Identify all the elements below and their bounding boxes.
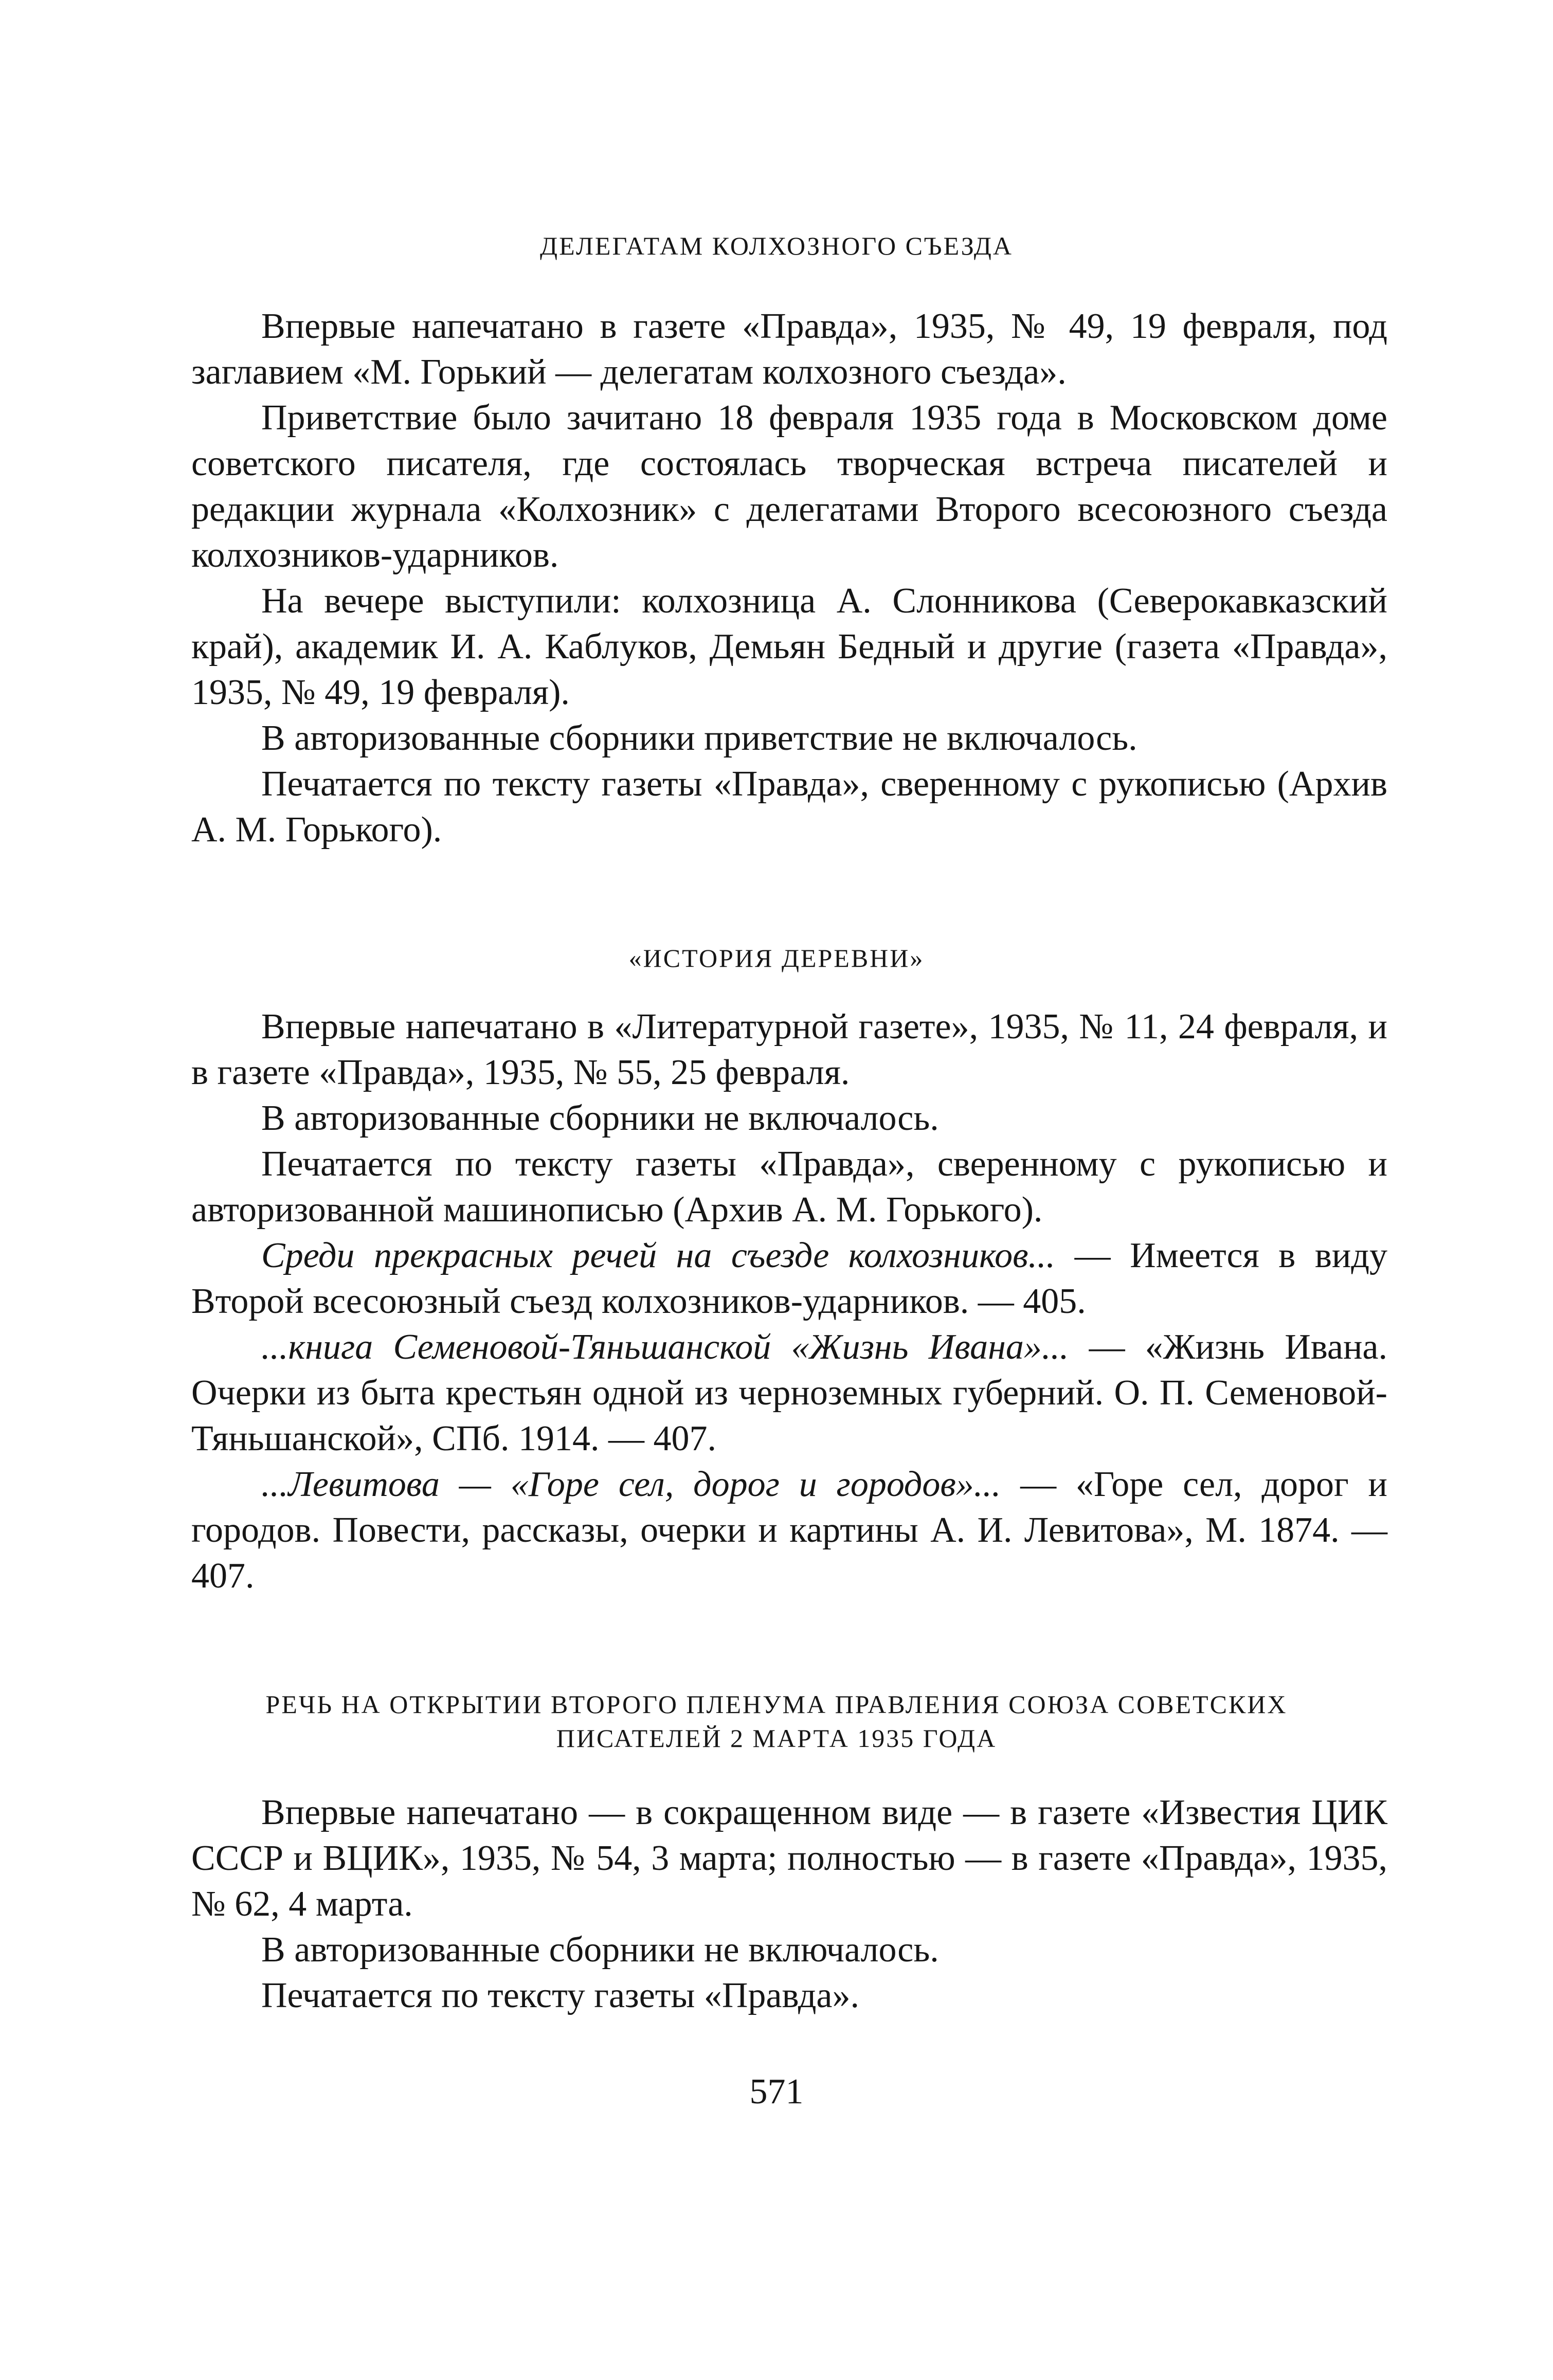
note-text: — «Горе сел, дорог и городов. Повести, рассказы, очерки и картины А. И. Левитова», М. 1874. — 407.: [191, 1465, 1387, 1596]
paragraph: Впервые напечатано — в сокращенном виде — в газете «Известия ЦИК СССР и ВЦИК», 1935, № 54, 3 марта; полностью — в газете «Правда», 1935, № 62, 4 марта.: [191, 1793, 1387, 1924]
paragraph: Печатается по тексту газеты «Правда», сверенному с рукописью и авторизованной машинописью (Архив А. М. Горького).: [191, 1144, 1387, 1230]
paragraph: Печатается по тексту газеты «Правда», сверенному с рукописью (Архив А. М. Горького).: [191, 764, 1387, 850]
note-text: — Имеется в виду Второй всесоюзный съезд колхозников-ударников. — 405.: [191, 1236, 1387, 1321]
note-paragraph: [191, 1462, 1387, 1599]
paragraph: Печатается по тексту газеты «Правда».: [261, 1976, 859, 2015]
section-title-kolkhoz-congress: ДЕЛЕГАТАМ КОЛХОЗНОГО СЪЕЗДА: [540, 231, 1013, 260]
paragraph: Впервые напечатано в «Литературной газете», 1935, № 11, 24 февраля, и в газете «Правда», 1935, № 55, 25 февраля.: [191, 1007, 1387, 1092]
note-text: — «Жизнь Ивана. Очерки из быта крестьян одной из черноземных губерний. О. П. Семеновой-Тяньшанской», СПб. 1914. — 407.: [191, 1327, 1387, 1458]
section-title-plenum-speech: РЕЧЬ НА ОТКРЫТИИ ВТОРОГО ПЛЕНУМА ПРАВЛЕНИЯ СОЮЗА СОВЕТСКИХ: [265, 1690, 1288, 1719]
note-paragraph: [191, 1233, 1387, 1324]
section-title-plenum-speech-line2: ПИСАТЕЛЕЙ 2 МАРТА 1935 ГОДА: [556, 1724, 997, 1753]
note-quote: ...Левитова — «Горе сел, дорог и городов»...: [261, 1465, 1001, 1504]
page-number: 571: [749, 2072, 804, 2112]
note-quote: Среди прекрасных речей на съезде колхозников...: [261, 1236, 1056, 1275]
paragraph: На вечере выступили: колхозница А. Слонникова (Северокавказский край), академик И. А. Каблуков, Демьян Бедный и другие (газета «Правда», 1935, № 49, 19 февраля).: [191, 581, 1387, 712]
section-title-village-history: «ИСТОРИЯ ДЕРЕВНИ»: [628, 944, 925, 972]
paragraph: Впервые напечатано в газете «Правда», 1935, № 49, 19 февраля, под заглавием «М. Горький — делегатам колхозного съезда».: [191, 306, 1387, 392]
paragraph: Приветствие было зачитано 18 февраля 1935 года в Московском доме советского писателя, где состоялась творческая встреча писателей и редакции журнала «Колхозник» с делегатами Второго всесоюзного съезда колхозников-ударников.: [191, 398, 1387, 575]
paragraph: В авторизованные сборники не включалось.: [261, 1930, 939, 1970]
paragraph: В авторизованные сборники не включалось.: [261, 1098, 939, 1138]
note-paragraph: [191, 1324, 1387, 1462]
note-quote: ...книга Семеновой-Тяньшанской «Жизнь Ивана»...: [261, 1327, 1069, 1367]
paragraph: В авторизованные сборники приветствие не включалось.: [261, 718, 1137, 758]
